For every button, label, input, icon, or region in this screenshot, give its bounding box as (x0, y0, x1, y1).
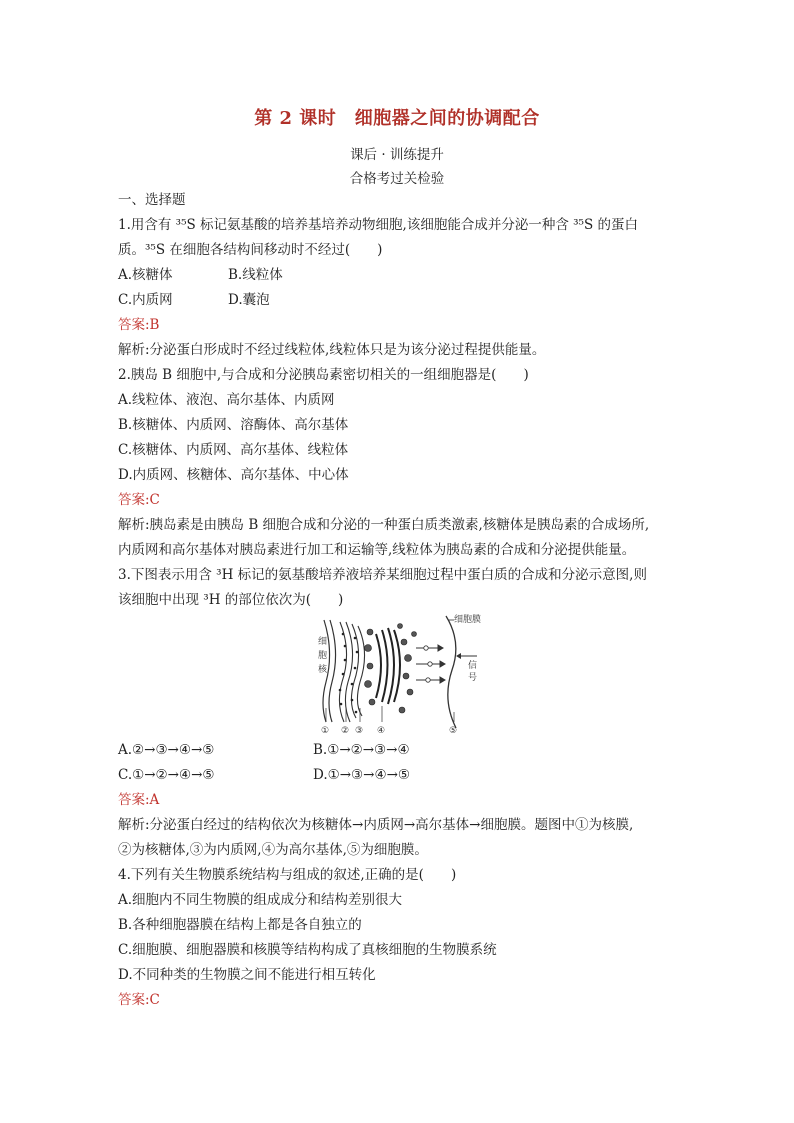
q2-analysis-line1: 解析:胰岛素是由胰岛 B 细胞合成和分泌的一种蛋白质类激素,核糖体是胰岛素的合成场所, (118, 517, 650, 533)
q4-option-b: B.各种细胞器膜在结构上都是各自独立的 (118, 917, 362, 933)
q1-option-c: C.内质网 (118, 292, 173, 308)
protein-secretion-diagram (312, 612, 497, 736)
nucleus-label-1: 细 (318, 637, 328, 647)
subtitle-level: 合格考过关检验 (349, 171, 445, 187)
q1-option-a: A.核糖体 (118, 267, 173, 283)
q3-stem-line1: 3.下图表示用含 ³H 标记的氨基酸培养液培养某细胞过程中蛋白质的合成和分泌示意图,则 (118, 567, 647, 583)
q4-option-a: A.细胞内不同生物膜的组成成分和结构差别很大 (118, 892, 403, 908)
marker-2: ② (341, 726, 350, 736)
subtitle-after-class: 课后 · 训练提升 (350, 147, 444, 163)
q2-option-c: C.核糖体、内质网、高尔基体、线粒体 (118, 442, 349, 458)
marker-3: ③ (355, 726, 364, 736)
q3-stem-line2: 该细胞中出现 ³H 的部位依次为( ) (118, 592, 344, 608)
q3-option-d: D.①→③→④→⑤ (313, 767, 410, 783)
q1-answer: 答案:B (118, 317, 160, 333)
golgi-apparatus (376, 628, 400, 704)
cell-membrane (446, 616, 456, 728)
q1-stem-line1: 1.用含有 ³⁵S 标记氨基酸的培养基培养动物细胞,该细胞能合成并分泌一种含 ³⁵S 的蛋白 (118, 217, 638, 233)
marker-5: ⑤ (449, 726, 458, 736)
rough-er (339, 622, 364, 722)
signal-label-1: 信 (468, 661, 478, 671)
marker-4: ④ (377, 726, 386, 736)
q4-answer: 答案:C (118, 992, 160, 1008)
q3-option-c: C.①→②→④→⑤ (118, 767, 215, 783)
nucleus-label-2: 胞 (318, 651, 328, 661)
marker-1: ① (321, 726, 330, 736)
q3-answer: 答案:A (118, 792, 160, 808)
signal-label-2: 号 (468, 673, 478, 683)
q2-option-b: B.核糖体、内质网、溶酶体、高尔基体 (118, 417, 349, 433)
q1-analysis: 解析:分泌蛋白形成时不经过线粒体,线粒体只是为该分泌过程提供能量。 (118, 342, 546, 358)
q3-option-a: A.②→③→④→⑤ (118, 742, 215, 758)
q3-analysis-line2: ②为核糖体,③为内质网,④为高尔基体,⑤为细胞膜。 (118, 842, 428, 858)
cell-membrane-label: 细胞膜 (454, 615, 482, 625)
q1-option-d: D.囊泡 (228, 292, 270, 308)
section-heading: 一、选择题 (118, 192, 186, 208)
ribosomes (339, 633, 359, 714)
nucleus-label-3: 核 (318, 665, 328, 675)
q2-option-d: D.内质网、核糖体、高尔基体、中心体 (118, 467, 349, 483)
q4-stem: 4.下列有关生物膜系统结构与组成的叙述,正确的是( ) (118, 867, 457, 883)
lesson-title: 第 2 课时 细胞器之间的协调配合 (254, 108, 540, 129)
q2-option-a: A.线粒体、液泡、高尔基体、内质网 (118, 392, 335, 408)
q2-stem: 2.胰岛 B 细胞中,与合成和分泌胰岛素密切相关的一组细胞器是( ) (118, 367, 529, 383)
q4-option-d: D.不同种类的生物膜之间不能进行相互转化 (118, 967, 376, 983)
q1-stem-line2: 质。³⁵S 在细胞各结构间移动时不经过( ) (118, 242, 383, 258)
q2-answer: 答案:C (118, 492, 160, 508)
q4-option-c: C.细胞膜、细胞器膜和核膜等结构构成了真核细胞的生物膜系统 (118, 942, 497, 958)
q1-option-b: B.线粒体 (228, 267, 283, 283)
q3-analysis-line1: 解析:分泌蛋白经过的结构依次为核糖体→内质网→高尔基体→细胞膜。题图中①为核膜, (118, 817, 634, 833)
q3-option-b: B.①→②→③→④ (313, 742, 410, 758)
q2-analysis-line2: 内质网和高尔基体对胰岛素进行加工和运输等,线粒体为胰岛素的合成和分泌提供能量。 (118, 542, 636, 558)
